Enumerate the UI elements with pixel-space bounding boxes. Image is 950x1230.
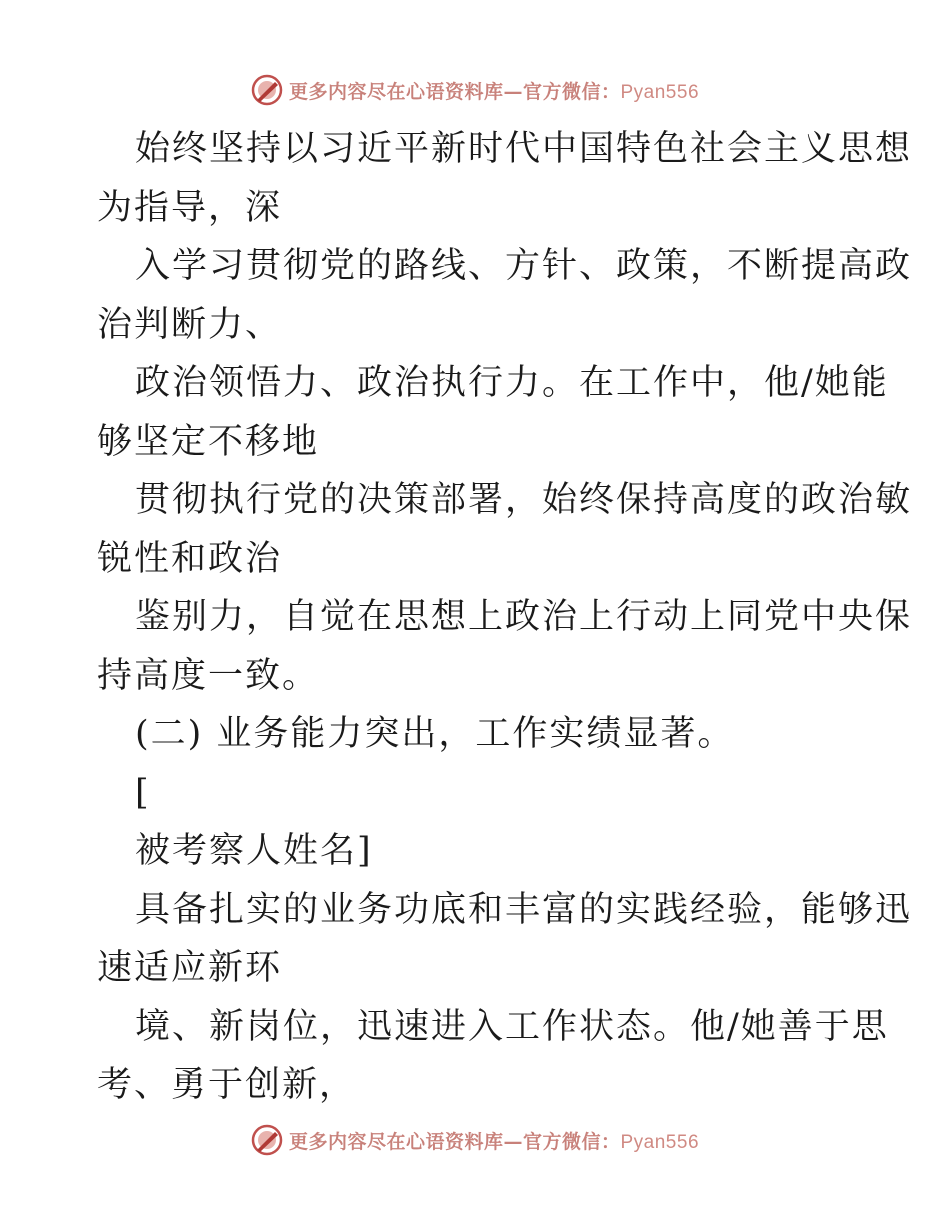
footer-watermark	[0, 1120, 950, 1160]
text-line: 被考察人姓名]	[135, 831, 373, 871]
text-line: 持高度一致。	[97, 655, 320, 696]
text-line: 入学习贯彻党的路线、方针、政策，不断提高政	[135, 246, 913, 286]
text-line: 始终坚持以习近平新时代中国特色社会主义思想	[135, 129, 913, 169]
text-line: 鉴别力，自觉在思想上政治上行动上同党中央保	[135, 597, 913, 637]
header-watermark	[0, 70, 950, 110]
quill-logo-icon	[251, 1124, 283, 1156]
text-line: 治判断力、	[97, 304, 283, 345]
text-line: 具备扎实的业务功底和丰富的实践经验，能够迅	[135, 889, 913, 930]
quill-logo-icon	[251, 74, 283, 106]
watermark-text: 更多内容尽在心语资料库—官方微信：Pyan556	[288, 1130, 700, 1153]
text-line: 速适应新环	[97, 948, 283, 988]
text-line: 够坚定不移地	[97, 421, 320, 462]
text-line: 锐性和政治	[97, 538, 283, 579]
text-line: 政治领悟力、政治执行力。在工作中，他/她能	[135, 363, 889, 403]
document-body	[97, 120, 913, 1115]
text-line: 为指导，深	[97, 187, 283, 228]
section-heading: (二) 业务能力突出，工作实绩显著。	[135, 714, 735, 754]
text-line: [	[135, 772, 151, 813]
text-line: 考、勇于创新，	[97, 1065, 357, 1105]
text-line: 贯彻执行党的决策部署，始终保持高度的政治敏	[135, 480, 913, 520]
watermark-text: 更多内容尽在心语资料库—官方微信：Pyan556	[288, 80, 700, 103]
text-line: 境、新岗位，迅速进入工作状态。他/她善于思	[135, 1006, 889, 1047]
